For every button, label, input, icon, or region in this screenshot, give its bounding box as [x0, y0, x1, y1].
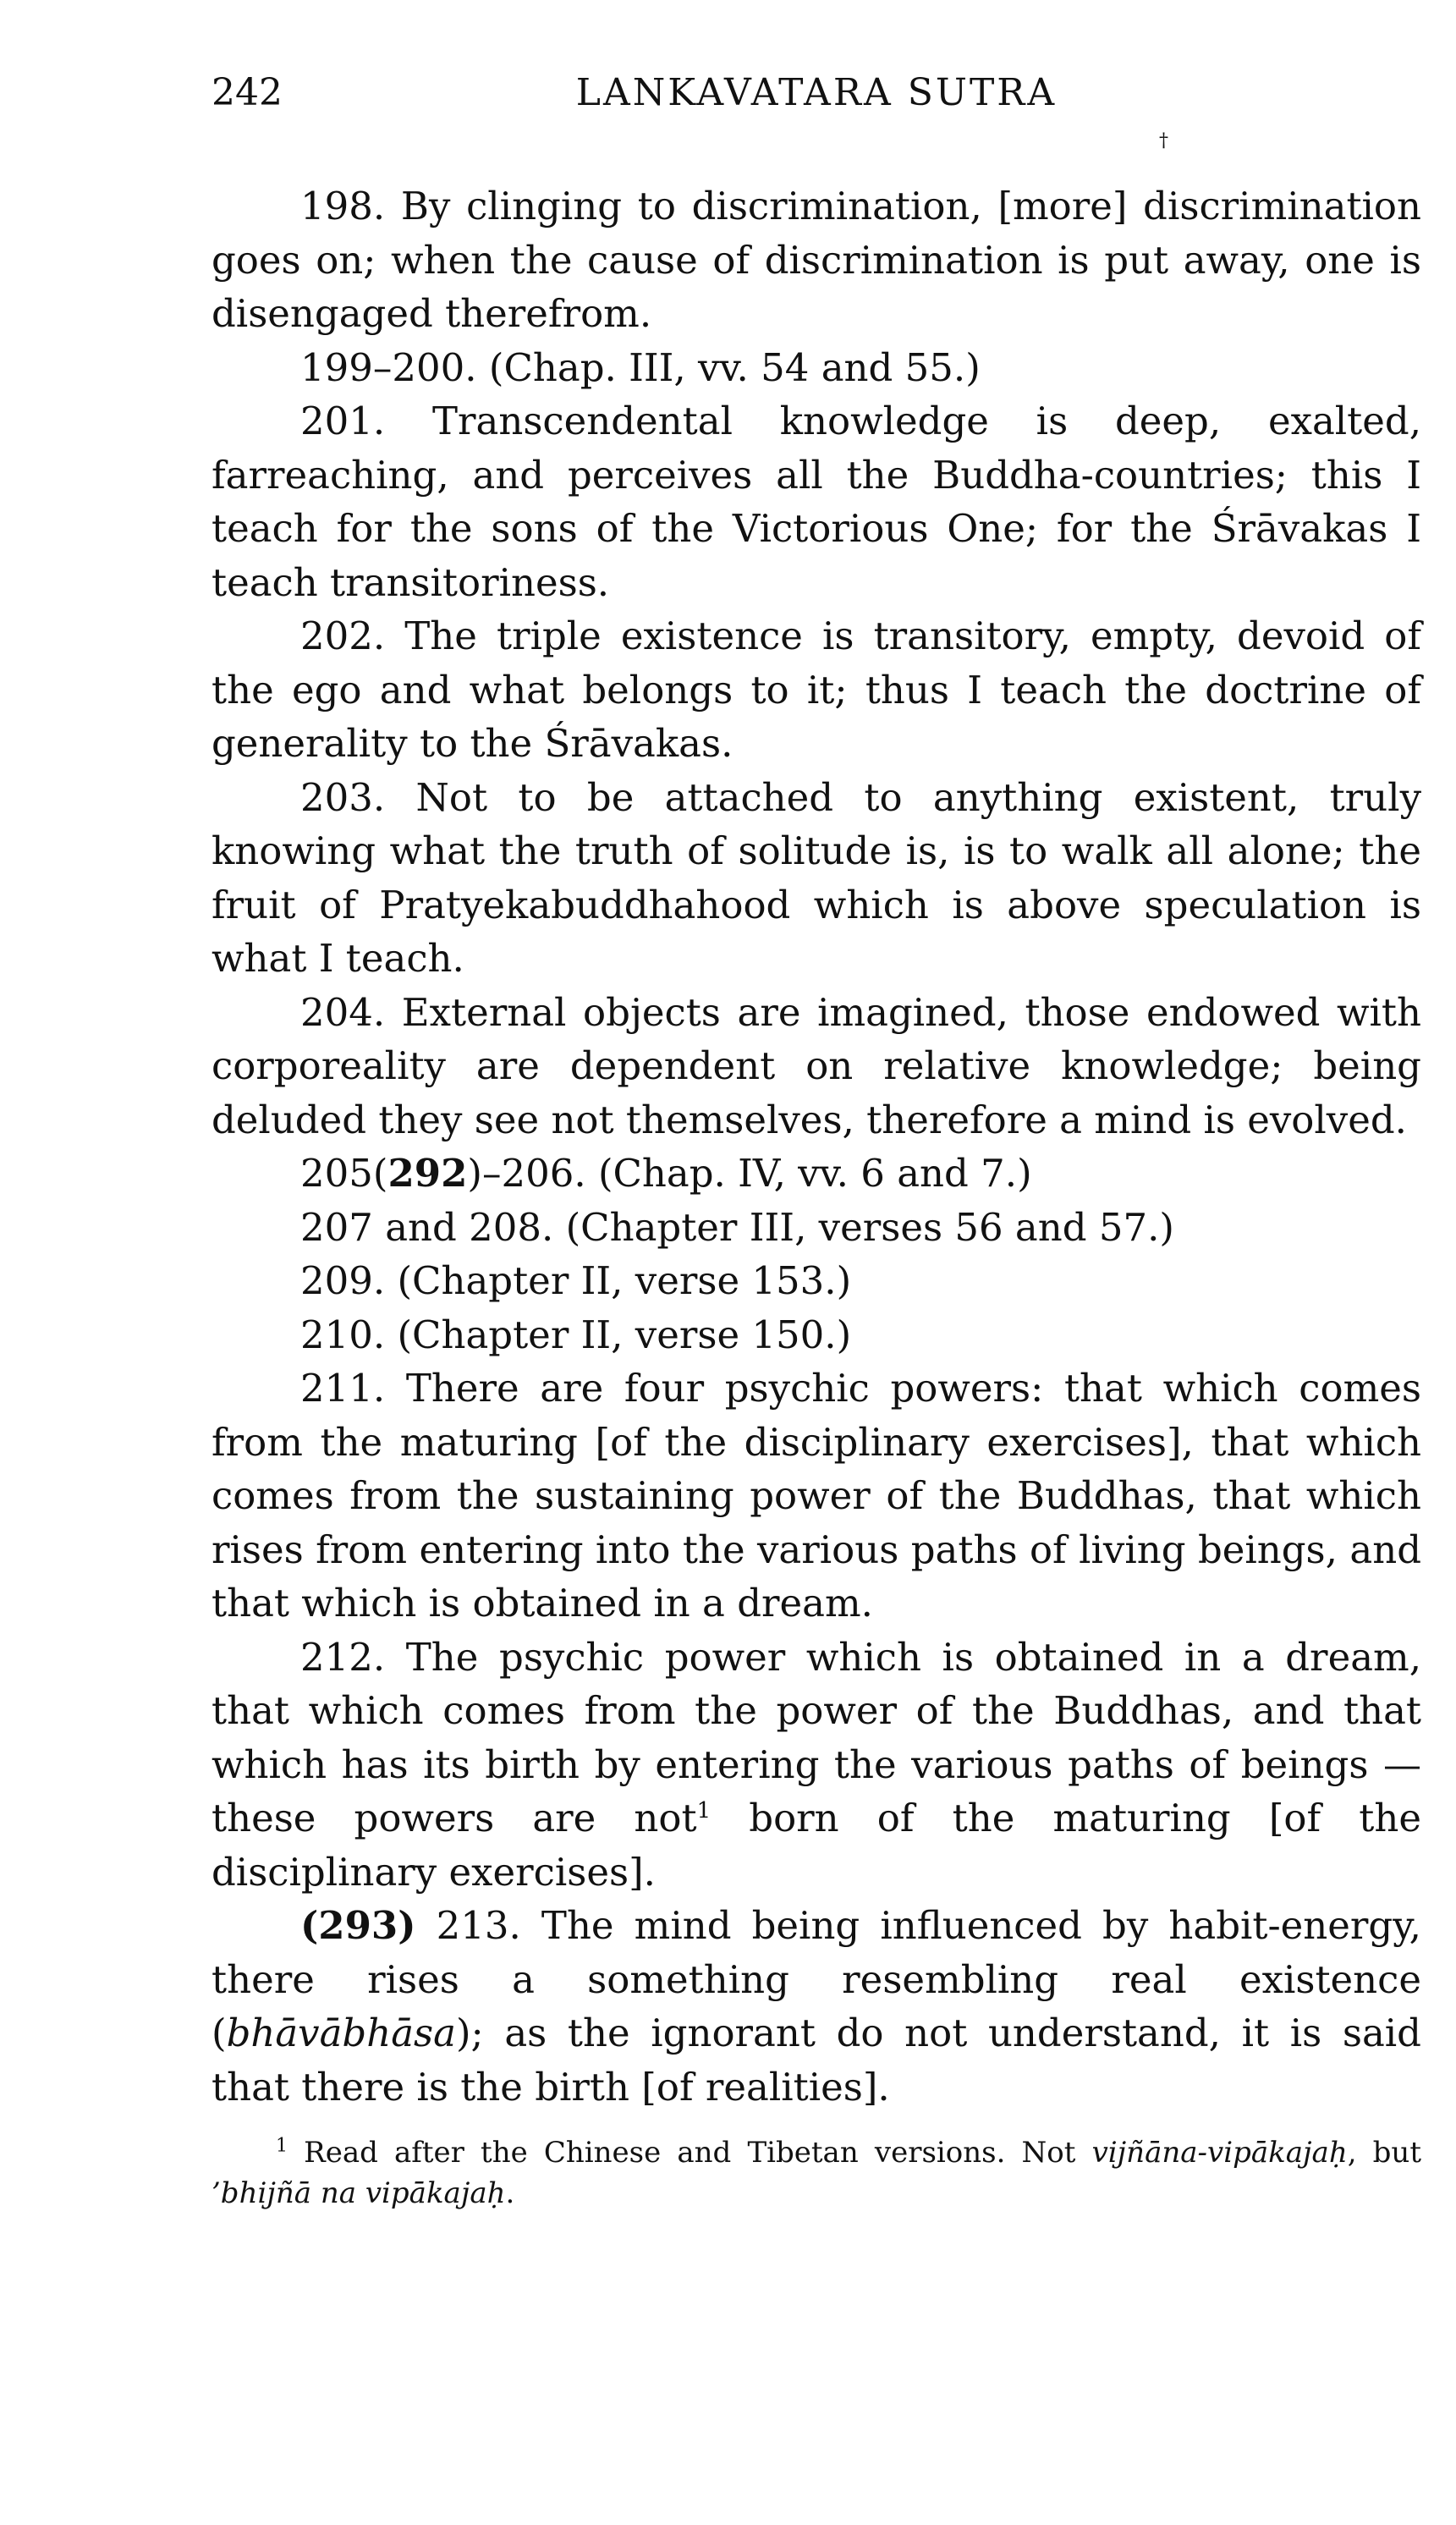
page-header — [212, 59, 1421, 151]
verse-205-suffix: )–206. (Chap. IV, vv. 6 and 7.) — [467, 1151, 1032, 1196]
footnote-text-end: . — [505, 2176, 515, 2210]
footnote-text-mid: , but — [1347, 2136, 1421, 2170]
verse-211: 211. There are four psychic powers: that which comes from the maturing [of the disciplinary exercises], that which comes from the sustaining power of the Buddhas, that which rises from entering into the various paths of living beings, and that which is obtained in a dream. — [212, 1366, 1421, 1626]
verse-text — [212, 179, 1421, 2114]
verse-213-part-2: ); as the ignorant do not understand, it is said that there is the birth [of realities]. — [212, 2011, 1421, 2110]
verse-199-200: 199–200. (Chap. III, vv. 54 and 55.) — [300, 344, 981, 390]
verse-213-part-1: 213. The mind being influenced by habit-energy, there rises a something resembling real existence ( — [212, 1903, 1421, 2055]
footnote-sanskrit-2: ’bhijñā na vipākajaḥ — [212, 2176, 506, 2210]
verse-198: 198. By clinging to discrimination, [more] discrimination goes on; when the cause of discrimination is put away, one is disengaged therefrom. — [212, 184, 1421, 336]
sanskrit-term: bhāvābhāsa — [226, 2011, 456, 2055]
original-page-marker-293: (293) — [300, 1903, 416, 1948]
verse-202: 202. The triple existence is transitory, empty, devoid of the ego and what belongs to it; thus I teach the doctrine of generality to the Śrāvakas. — [212, 613, 1421, 766]
verse-203: 203. Not to be attached to anything existent, truly knowing what the truth of solitude is, is to walk all alone; the fruit of Pratyekabuddhahood which is above speculation is what I teach. — [212, 774, 1421, 981]
footnote-marker: 1 — [276, 2135, 288, 2157]
verse-213 — [212, 1899, 1421, 2114]
footnote-text-start: Read after the Chinese and Tibetan versions. Not — [288, 2136, 1092, 2170]
original-page-marker-292: 292 — [387, 1151, 468, 1196]
verse-210: 210. (Chapter II, verse 150.) — [300, 1312, 852, 1357]
page-number: 242 — [212, 71, 283, 114]
verse-209: 209. (Chapter II, verse 153.) — [300, 1258, 852, 1303]
verse-212-part-2: born of the maturing [of the disciplinary exercises]. — [212, 1796, 1421, 1895]
stray-mark: † — [1159, 130, 1168, 151]
footnote — [212, 2132, 1421, 2214]
verse-212 — [212, 1631, 1421, 1900]
footnote-reference: 1 — [696, 1798, 712, 1824]
page-content — [212, 59, 1421, 2214]
verse-201: 201. Transcendental knowledge is deep, exalted, farreaching, and perceives all the Buddha-countries; this I teach for the sons of the Victorious One; for the Śrāvakas I teach transitoriness. — [212, 399, 1421, 605]
running-title: LANKAVATARA SUTRA — [575, 71, 1058, 114]
footnote-sanskrit-1: vijñāna-vipākajaḥ — [1091, 2136, 1348, 2170]
verse-212-part-1: 212. The psychic power which is obtained in a dream, that which comes from the power of the Buddhas, and that which has its birth by entering the various paths of beings —these powers are not — [212, 1634, 1421, 1840]
verse-205-206 — [212, 1147, 1421, 1201]
verse-204: 204. External objects are imagined, those endowed with corporeality are dependent on relative knowledge; being deluded they see not themselves, therefore a mind is evolved. — [212, 989, 1421, 1142]
verse-205-prefix: 205( — [300, 1151, 388, 1196]
verse-207-208: 207 and 208. (Chapter III, verses 56 and 57.) — [300, 1204, 1174, 1250]
